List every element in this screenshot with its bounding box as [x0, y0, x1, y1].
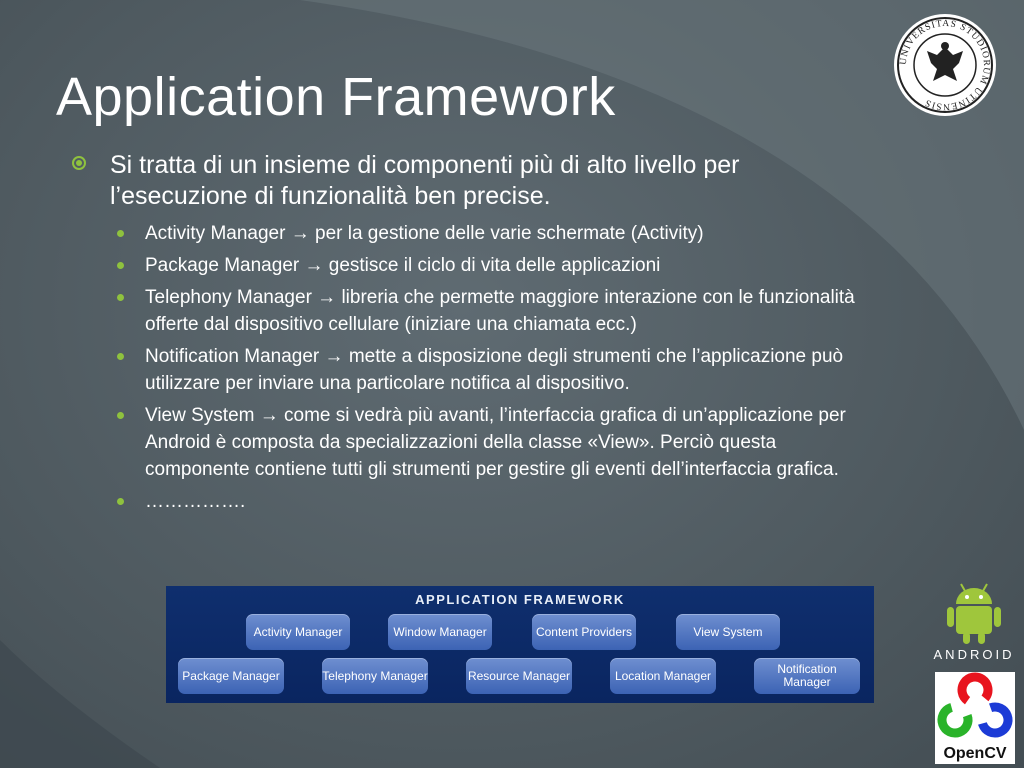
opencv-logo-icon [935, 672, 1015, 764]
android-wordmark: ANDROID [933, 647, 1015, 662]
sub-bullet-item: ……………. [145, 488, 882, 515]
diagram-box: Location Manager [610, 658, 716, 694]
university-seal-icon [893, 13, 997, 117]
bullet-dot-icon [117, 230, 124, 237]
sub-bullet-item: Package Manager → gestisce il ciclo di vita delle applicazioni [145, 252, 882, 279]
diagram-box: View System [676, 614, 780, 650]
slide-content [72, 150, 882, 520]
sub-bullet-item: View System → come si vedrà più avanti, l’interfaccia grafica di un’applicazione per Android è composta da specializzazioni della classe «View». Perciò questa componente contiene tutti gli strumenti per gestire gli eventi dell’interfaccia grafica. [145, 402, 882, 483]
main-bullet [72, 150, 882, 212]
diagram-box: Resource Manager [466, 658, 572, 694]
application-framework-diagram [166, 586, 874, 703]
sub-bullet-item: Notification Manager → mette a disposizione degli strumenti che l’applicazione può utilizzare per inviare una particolare notifica al dispositivo. [145, 343, 882, 397]
diagram-box: Window Manager [388, 614, 492, 650]
bullet-dot-icon [117, 262, 124, 269]
seal-text: UNIVERSITAS STUDIORUM UTINENSIS [898, 18, 992, 112]
opencv-wordmark: OpenCV [943, 745, 1007, 762]
sub-bullet-list [72, 220, 882, 515]
android-logo-icon [928, 578, 1020, 662]
bullet-dot-icon [117, 498, 124, 505]
bullet-dot-icon [117, 412, 124, 419]
bullet-dot-icon [117, 353, 124, 360]
main-bullet-text: Si tratta di un insieme di componenti più di alto livello per l’esecuzione di funzionalità ben precise. [110, 151, 740, 210]
slide-title: Application Framework [56, 67, 616, 127]
diagram-box: Content Providers [532, 614, 636, 650]
diagram-box: Activity Manager [246, 614, 350, 650]
diagram-box: Package Manager [178, 658, 284, 694]
diagram-box: Telephony Manager [322, 658, 428, 694]
circle-bullet-icon [72, 156, 86, 170]
diagram-box: Notification Manager [754, 658, 860, 694]
diagram-title: APPLICATION FRAMEWORK [415, 592, 625, 607]
sub-bullet-item: Telephony Manager → libreria che permette maggiore interazione con le funzionalità offerte dal dispositivo cellulare (iniziare una chiamata ecc.) [145, 284, 882, 338]
sub-bullet-item: Activity Manager → per la gestione delle varie schermate (Activity) [145, 220, 882, 247]
bullet-dot-icon [117, 294, 124, 301]
